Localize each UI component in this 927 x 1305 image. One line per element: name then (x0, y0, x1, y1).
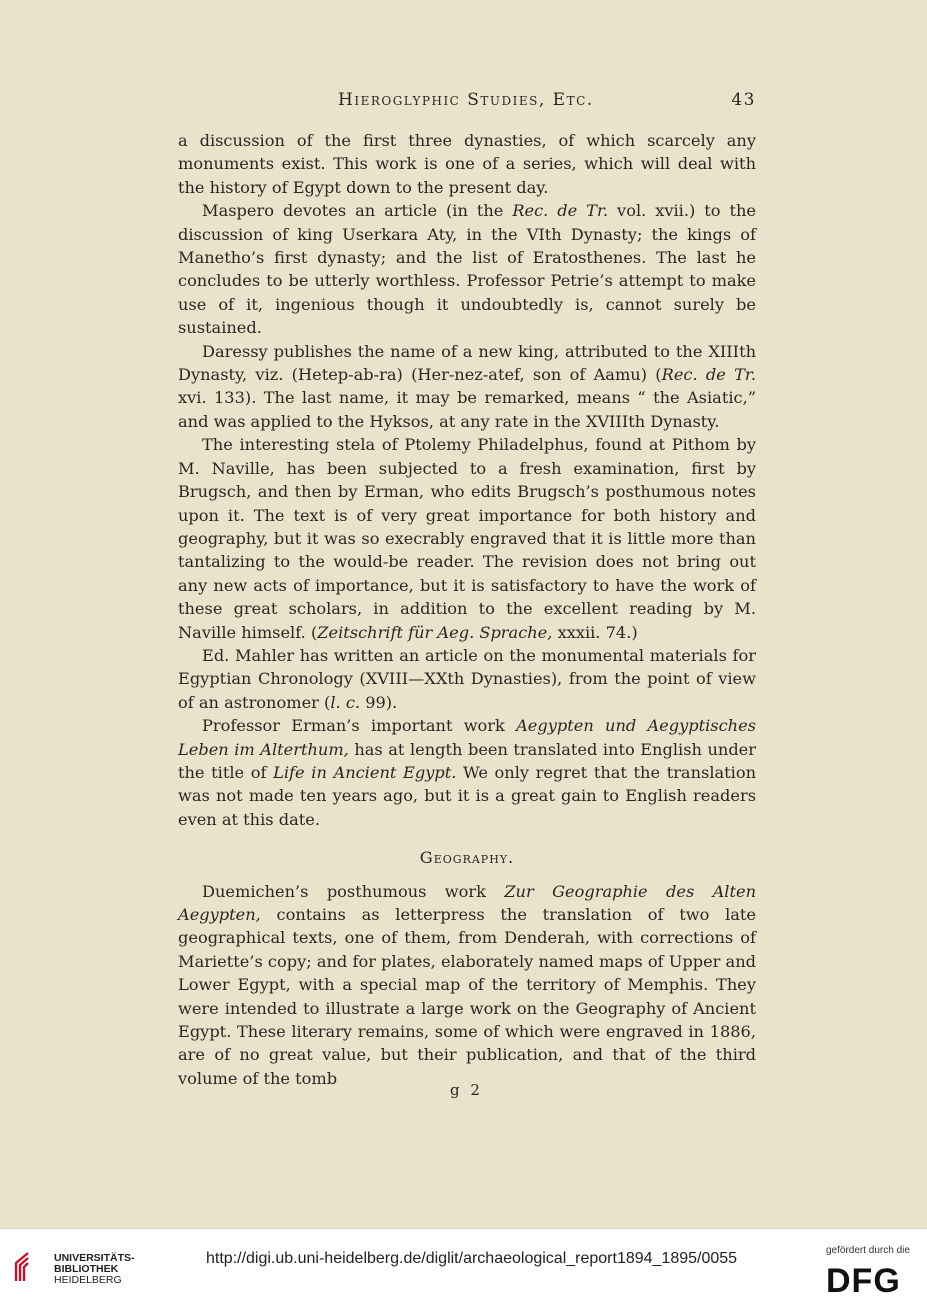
paragraph (178, 340, 756, 434)
paragraph (178, 644, 756, 714)
text-run: xvi. 133). The last name, it may be remarked, means “ the Asiatic,” and was applied to the Hyksos, at any rate in the XVIIIth Dynasty. (178, 388, 756, 431)
funding-text: gefördert durch die (826, 1245, 910, 1256)
text-run: Ed. Mahler has written an article on the monumental materials for Egyptian Chronology (XVIII—XXth Dynasties), from the point of view of an astronomer ( (178, 645, 756, 712)
italic-text-run: Zur Geographie des Alten Aegypten, (178, 881, 756, 924)
paragraph (178, 129, 756, 199)
text-run: 99). (360, 692, 398, 712)
italic-text-run: Rec. de Tr. (661, 365, 756, 385)
italic-text-run: Rec. de Tr. (512, 201, 609, 221)
text-run: a discussion of the first three dynasties, of which scarcely any monuments exist. This work is one of a series, which will deal with the history of Egypt down to the present day. (178, 131, 756, 197)
italic-text-run: Zeitschrift für Aeg. Sprache, (317, 622, 553, 642)
text-run: vol. xvii.) to the discussion of king Userkara Aty, in the VIth Dynasty; the kings of Manetho’s first dynasty; and the list of Eratosthenes. The last he concludes to be utterly worthless. Professor Petrie’s attempt to make use of it, ingenious though it undoubtedly is, cannot surely be sustained. (178, 201, 756, 338)
page-body (178, 129, 756, 1090)
viewer-footer (0, 1228, 927, 1305)
paragraph (178, 880, 756, 1091)
text-run: xxxii. 74.) (552, 622, 638, 642)
permalink-url[interactable]: http://digi.ub.uni-heidelberg.de/diglit/archaeological_report1894_1895/0055 (206, 1250, 738, 1267)
page-number: 43 (731, 90, 756, 110)
italic-text-run: l. c. (330, 692, 361, 712)
text-run: Daressy publishes the name of a new king, attributed to the XIIIth Dynasty, viz. (Hetep-ab-ra) (Her-nez-atef, son of Aamu) ( (178, 341, 756, 385)
university-library-logo-icon (10, 1249, 46, 1285)
paragraph (178, 199, 756, 339)
dfg-logo: DFG (826, 1262, 901, 1300)
text-run: Maspero devotes an article (in the (202, 201, 513, 221)
text-run: The interesting stela of Ptolemy Philadelphus, found at Pithom by M. Naville, has been subjected to a fresh examination, first by Brugsch, and then by Erman, who edits Brugsch’s posthumous notes upon it. The text is of very great importance for both history and geography, but it was so execrably engraved that it is little more than tantalizing to the would-be reader. The revision does not bring out any new acts of importance, but it is satisfactory to have the work of these great scholars, in addition to the excellent reading by M. Naville himself. ( (178, 435, 756, 642)
running-header (178, 90, 756, 120)
running-title: Hieroglyphic Studies, Etc. (338, 90, 594, 110)
library-name-line3: HEIDELBERG (54, 1274, 122, 1286)
body-paragraphs (178, 129, 756, 831)
signature-mark: g 2 (450, 1081, 483, 1099)
italic-text-run: Life in Ancient Egypt. (273, 762, 457, 782)
italic-text-run: Aegypten und Aegyptisches Leben im Alterthum, (178, 716, 756, 759)
section-heading: Geography. (419, 848, 515, 868)
paragraph (178, 433, 756, 644)
text-run: We only regret that the translation was not made ten years ago, but it is a great gain to English readers even at this date. (178, 762, 756, 829)
text-run: has at length been translated into English under the title of (178, 739, 756, 782)
text-run: Duemichen’s posthumous work (202, 881, 505, 901)
paragraph (178, 714, 756, 831)
library-name (54, 1253, 135, 1286)
library-name-line2: BIBLIOTHEK (54, 1263, 119, 1275)
text-run: contains as letterpress the translation of two late geographical texts, one of them, from Denderah, with corrections of Mariette’s copy; and for plates, elaborately named maps of Upper and Lower Egypt, with a special map of the territory of Memphis. They were intended to illustrate a large work on the Geography of Ancient Egypt. These literary remains, some of which were engraved in 1886, are of no great value, but their publication, and that of the third volume of the tomb (178, 905, 756, 1088)
text-run: Professor Erman’s important work (202, 716, 517, 736)
body-paragraphs-after-heading (178, 880, 756, 1091)
library-name-line1: UNIVERSITÄTS- (54, 1252, 135, 1264)
